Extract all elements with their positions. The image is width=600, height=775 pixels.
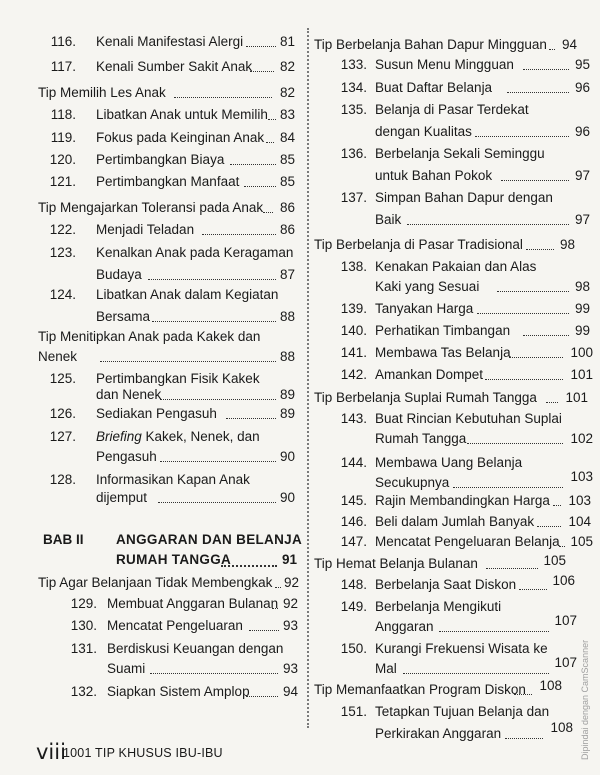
- entry-title: Simpan Bahan Dapur dengan: [375, 190, 553, 205]
- page-number: 107: [554, 613, 577, 628]
- entry-title: Kenakan Pakaian dan Alas: [375, 259, 537, 274]
- entry-number: 126.: [49, 406, 76, 421]
- page-number: 101: [570, 367, 593, 382]
- entry-number: 151.: [340, 704, 367, 719]
- section-title: Tip Hemat Belanja Bulanan: [314, 556, 478, 571]
- page-number: 81: [279, 34, 295, 49]
- entry-title: Berdiskusi Keuangan dengan: [107, 641, 284, 656]
- entry-title: Libatkan Anak dalam Kegiatan: [96, 287, 279, 302]
- dot-leader: [403, 673, 549, 674]
- entry-title: Sediakan Pengasuh: [96, 406, 217, 421]
- entry-title: Menjadi Teladan: [96, 222, 195, 237]
- entry-title: Fokus pada Keinginan Anak: [96, 130, 265, 145]
- entry-title: Kenali Manifestasi Alergi: [96, 34, 244, 49]
- page-number: 98: [574, 279, 590, 294]
- page-number: 83: [279, 107, 295, 122]
- entry-title-continued: Pengasuh: [96, 449, 157, 464]
- dot-leader: [152, 321, 276, 322]
- page-number: 89: [279, 387, 295, 402]
- dot-leader: [174, 97, 272, 98]
- section-title-continued: Nenek: [38, 349, 78, 364]
- entry-title: Membawa Tas Belanja: [375, 345, 511, 360]
- dot-leader: [160, 399, 276, 400]
- entry-title: Kurangi Frekuensi Wisata ke: [375, 641, 548, 656]
- entry-number: 137.: [340, 190, 367, 205]
- dot-leader: [221, 565, 277, 567]
- entry-title: Susun Menu Mingguan: [375, 57, 514, 72]
- entry-title: Berbelanja Saat Diskon: [375, 577, 517, 592]
- page-number: 103: [570, 469, 593, 484]
- dot-leader: [246, 696, 278, 697]
- entry-number: 141.: [340, 345, 367, 360]
- page-number: 102: [570, 431, 593, 446]
- page-number: 89: [279, 406, 295, 421]
- dot-leader: [523, 69, 569, 70]
- dot-leader: [519, 589, 547, 590]
- toc-entry[interactable]: [311, 189, 600, 229]
- entry-number: 120.: [49, 152, 76, 167]
- entry-number: 145.: [340, 493, 367, 508]
- entry-number: 129.: [70, 596, 97, 611]
- entry-title-continued: Suami: [107, 661, 146, 676]
- entry-number: 144.: [340, 455, 367, 470]
- section-title: Tip Agar Belanjaan Tidak Membengkak: [38, 575, 273, 590]
- chapter-number: BAB II: [43, 532, 84, 547]
- section-title: Tip Menitipkan Anak pada Kakek dan: [38, 329, 261, 344]
- entry-number: 149.: [340, 599, 367, 614]
- page-number: 104: [568, 514, 591, 529]
- entry-number: 116.: [50, 34, 76, 49]
- entry-title-continued: Kaki yang Sesuai: [375, 279, 480, 294]
- page-number: 108: [550, 720, 573, 735]
- entry-number: 119.: [50, 130, 76, 145]
- dot-leader: [148, 279, 276, 280]
- section-heading[interactable]: [38, 328, 300, 368]
- entry-number: 136.: [340, 146, 367, 161]
- dot-leader: [160, 461, 276, 462]
- entry-number: 130.: [70, 618, 97, 633]
- running-footer-title: 1001 TIP KHUSUS IBU-IBU: [63, 746, 223, 760]
- page-number: 94: [561, 37, 577, 52]
- dot-leader: [477, 313, 569, 314]
- page-number: 99: [574, 323, 590, 338]
- entry-title-continued: Anggaran: [375, 619, 434, 634]
- entry-number: 140.: [340, 323, 367, 338]
- toc-entry[interactable]: [0, 428, 300, 468]
- entry-title-continued: Rumah Tangga: [375, 431, 467, 446]
- dot-leader: [475, 136, 569, 137]
- page-number: 87: [279, 267, 295, 282]
- entry-title: Informasikan Kapan Anak: [96, 472, 250, 487]
- page-number: 98: [559, 237, 575, 252]
- entry-title: Tanyakan Harga: [375, 301, 474, 316]
- page-number: 107: [554, 655, 577, 670]
- entry-number: 124.: [49, 287, 76, 302]
- dot-leader: [546, 402, 558, 403]
- entry-title: Beli dalam Jumlah Banyak: [375, 514, 535, 529]
- page-number: 82: [279, 85, 295, 100]
- dot-leader: [501, 180, 569, 181]
- page-number: 100: [570, 345, 593, 360]
- section-title: Tip Memilih Les Anak: [38, 85, 166, 100]
- entry-number: 138.: [340, 259, 367, 274]
- page-number: 90: [279, 490, 295, 505]
- entry-number: 121.: [49, 174, 76, 189]
- toc-entry[interactable]: [311, 454, 600, 494]
- entry-title: Buat Daftar Belanja: [375, 80, 493, 95]
- entry-number: 125.: [49, 371, 76, 386]
- toc-entry[interactable]: [311, 640, 600, 680]
- toc-entry[interactable]: [0, 640, 300, 680]
- page-number: 82: [279, 59, 295, 74]
- entry-title: Tetapkan Tujuan Belanja dan: [375, 704, 550, 719]
- dot-leader: [526, 249, 554, 250]
- page-number: 103: [568, 493, 591, 508]
- page-number: 93: [282, 618, 298, 633]
- entry-number: 150.: [340, 641, 367, 656]
- page-number: 93: [282, 661, 298, 676]
- entry-title: Amankan Dompet: [375, 367, 484, 382]
- entry-title: Membawa Uang Belanja: [375, 455, 523, 470]
- page-number: 94: [282, 684, 298, 699]
- dot-leader: [505, 738, 543, 739]
- dot-leader: [407, 224, 569, 225]
- entry-title: Belanja di Pasar Terdekat: [375, 102, 529, 117]
- page-number: 96: [574, 80, 590, 95]
- entry-number: 122.: [49, 222, 76, 237]
- entry-number: 135.: [340, 102, 367, 117]
- toc-entry[interactable]: [311, 598, 600, 638]
- page-number: 108: [539, 678, 562, 693]
- entry-number: 133.: [340, 57, 367, 72]
- toc-entry[interactable]: [311, 703, 600, 743]
- page-number: 86: [279, 222, 295, 237]
- entry-title: Pertimbangkan Fisik Kakek: [96, 371, 260, 386]
- entry-title: Pertimbangkan Manfaat: [96, 174, 240, 189]
- page-number: 105: [570, 534, 593, 549]
- dot-leader: [553, 505, 561, 506]
- page-number-roman: viii: [36, 740, 66, 764]
- section-title: Tip Berbelanja Bahan Dapur Mingguan: [314, 37, 547, 52]
- page-number: 97: [574, 212, 590, 227]
- section-title: Tip Berbelanja Suplai Rumah Tangga: [314, 390, 537, 405]
- dot-leader: [523, 335, 569, 336]
- dot-leader: [100, 361, 276, 362]
- page-number: 92: [283, 575, 299, 590]
- page-number: 91: [281, 552, 297, 567]
- entry-title-continued: dengan Kualitas: [375, 124, 472, 139]
- page-number: 96: [574, 124, 590, 139]
- dot-leader: [485, 379, 563, 380]
- page-number: 88: [279, 309, 295, 324]
- page-number: 97: [574, 168, 590, 183]
- entry-number: 142.: [340, 367, 367, 382]
- page-number: 84: [279, 130, 295, 145]
- entry-number: 131.: [70, 641, 97, 656]
- entry-title: Siapkan Sistem Amplop: [107, 684, 250, 699]
- dot-leader: [202, 234, 276, 235]
- page-number: 90: [279, 449, 295, 464]
- page-number: 92: [282, 596, 298, 611]
- entry-number: 134.: [340, 80, 367, 95]
- entry-title-continued: dijemput: [96, 490, 148, 505]
- chapter-heading[interactable]: [38, 531, 303, 575]
- entry-title: Berbelanja Sekali Seminggu: [375, 146, 545, 161]
- page-number: 95: [574, 57, 590, 72]
- dot-leader: [507, 92, 569, 93]
- entry-title: Berbelanja Mengikuti: [375, 599, 502, 614]
- toc-entry[interactable]: [311, 145, 600, 185]
- entry-number: 118.: [50, 107, 76, 122]
- entry-title-continued: Perkirakan Anggaran: [375, 726, 502, 741]
- dot-leader: [226, 418, 276, 419]
- dot-leader: [439, 631, 549, 632]
- entry-title-continued: Secukupnya: [375, 475, 450, 490]
- entry-number: 127.: [49, 429, 76, 444]
- entry-number: 132.: [70, 684, 97, 699]
- toc-entry[interactable]: [311, 101, 600, 141]
- entry-title: Mencatat Pengeluaran: [107, 618, 243, 633]
- entry-title: Pertimbangkan Biaya: [96, 152, 225, 167]
- entry-number: 146.: [340, 514, 367, 529]
- page-number: 85: [279, 152, 295, 167]
- entry-title: Buat Rincian Kebutuhan Suplai: [375, 411, 562, 426]
- entry-number: 128.: [49, 472, 76, 487]
- entry-title: Membuat Anggaran Bulanan: [107, 596, 279, 611]
- dot-leader: [230, 164, 276, 165]
- dot-leader: [509, 357, 563, 358]
- toc-entry[interactable]: [0, 370, 300, 410]
- entry-title: Briefing Kakek, Nenek, dan: [96, 429, 260, 444]
- dot-leader: [250, 71, 274, 72]
- entry-number: 143.: [340, 411, 367, 426]
- toc-entry[interactable]: [311, 258, 600, 298]
- entry-number: 123.: [49, 245, 76, 260]
- page-number: 106: [552, 573, 575, 588]
- entry-title: Mencatat Pengeluaran Belanja: [375, 534, 560, 549]
- page-number: 99: [574, 301, 590, 316]
- entry-title-continued: dan Nenek: [96, 387, 162, 402]
- entry-title-continued: Baik: [375, 212, 402, 227]
- entry-title-continued: Budaya: [96, 267, 142, 282]
- dot-leader: [150, 673, 278, 674]
- entry-number: 147.: [340, 534, 367, 549]
- entry-title-continued: Mal: [375, 661, 397, 676]
- dot-leader: [514, 694, 532, 695]
- chapter-title-continued: RUMAH TANGGA: [116, 552, 232, 567]
- entry-title: Perhatikan Timbangan: [375, 323, 511, 338]
- dot-leader: [158, 502, 276, 503]
- scanner-watermark: Dipindai dengan CamScanner: [580, 639, 590, 760]
- dot-leader: [486, 568, 538, 569]
- section-title: Tip Memanfaatkan Program Diskon: [314, 682, 526, 697]
- entry-title: Rajin Membandingkan Harga: [375, 493, 550, 508]
- toc-entry[interactable]: [0, 286, 300, 326]
- section-title: Tip Mengajarkan Toleransi pada Anak: [38, 200, 264, 215]
- entry-number: 148.: [340, 577, 367, 592]
- dot-leader: [467, 443, 563, 444]
- entry-title: Kenali Sumber Sakit Anak: [96, 59, 253, 74]
- dot-leader: [537, 526, 561, 527]
- page-number: 86: [279, 200, 295, 215]
- entry-title-continued: Bersama: [96, 309, 151, 324]
- entry-title: Kenalkan Anak pada Keragaman: [96, 245, 294, 260]
- entry-title-continued: untuk Bahan Pokok: [375, 168, 493, 183]
- chapter-title: ANGGARAN DAN BELANJA: [116, 532, 303, 547]
- page-number: 85: [279, 174, 295, 189]
- page-number: 105: [543, 553, 566, 568]
- toc-entry[interactable]: [311, 410, 600, 450]
- page-number: 101: [565, 390, 588, 405]
- toc-entry[interactable]: [0, 244, 300, 284]
- toc-entry[interactable]: [0, 471, 300, 511]
- page-number: 88: [279, 349, 295, 364]
- column-divider: [307, 28, 309, 728]
- entry-title: Libatkan Anak untuk Memilih: [96, 107, 268, 122]
- entry-number: 117.: [50, 59, 76, 74]
- dot-leader: [497, 291, 569, 292]
- entry-number: 139.: [340, 301, 367, 316]
- dot-leader: [453, 487, 563, 488]
- section-title: Tip Berbelanja di Pasar Tradisional: [314, 237, 523, 252]
